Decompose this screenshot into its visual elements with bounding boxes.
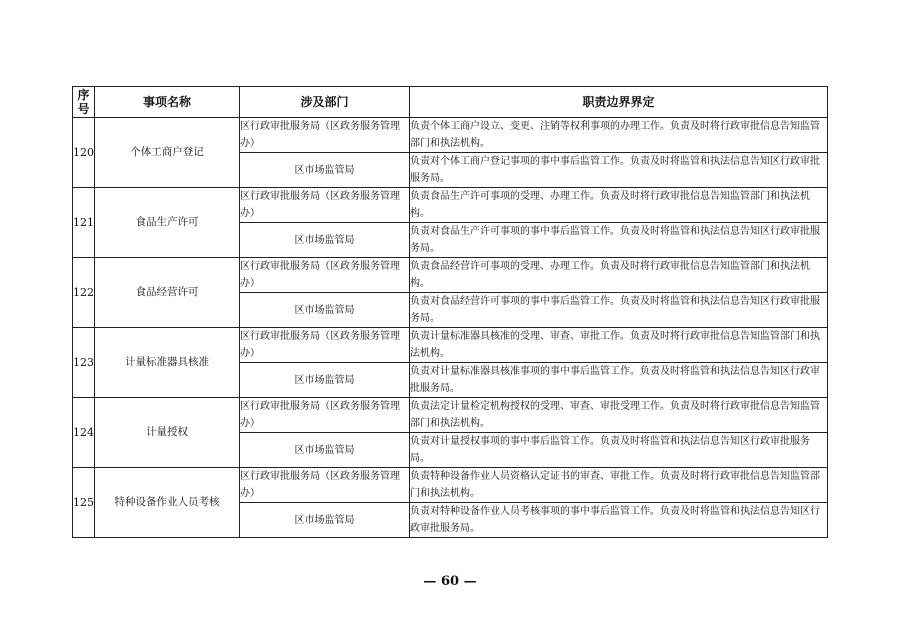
table-row — [73, 328, 828, 363]
table-row — [73, 258, 828, 293]
table-row — [73, 188, 828, 223]
header-seq — [73, 87, 95, 118]
row-item-name: 食品生产许可 — [95, 188, 240, 258]
row-duty-market: 负责对食品经营许可事项的事中事后监管工作。负责及时将监管和执法信息告知区行政审批服务局。 — [410, 293, 828, 328]
row-dept-market: 区市场监管局 — [240, 293, 410, 328]
header-item-name: 事项名称 — [95, 87, 240, 118]
row-dept-market: 区市场监管局 — [240, 223, 410, 258]
row-duty-approval: 负责法定计量检定机构授权的受理、审查、审批受理工作。负责及时将行政审批信息告知监管部门和执法机构。 — [410, 398, 828, 433]
row-dept-market: 区市场监管局 — [240, 363, 410, 398]
row-item-name: 计量授权 — [95, 398, 240, 468]
row-duty-market: 负责对个体工商户登记事项的事中事后监管工作。负责及时将监管和执法信息告知区行政审批服务局。 — [410, 153, 828, 188]
row-duty-approval: 负责食品经营许可事项的受理、办理工作。负责及时将行政审批信息告知监管部门和执法机构。 — [410, 258, 828, 293]
row-dept-approval: 区行政审批服务局（区政务服务管理办） — [240, 328, 410, 363]
page-number: — 60 — — [423, 574, 477, 589]
row-seq: 124 — [73, 398, 95, 468]
row-item-name: 个体工商户登记 — [95, 118, 240, 188]
header-seq-line1: 序 — [77, 88, 90, 102]
row-dept-market: 区市场监管局 — [240, 153, 410, 188]
row-seq: 123 — [73, 328, 95, 398]
row-item-name: 特种设备作业人员考核 — [95, 468, 240, 538]
row-dept-market: 区市场监管局 — [240, 503, 410, 538]
row-duty-approval: 负责计量标准器具核准的受理、审查、审批工作。负责及时将行政审批信息告知监管部门和执法机构。 — [410, 328, 828, 363]
row-duty-market: 负责对特种设备作业人员考核事项的事中事后监管工作。负责及时将监管和执法信息告知区行政审批服务局。 — [410, 503, 828, 538]
table-header-row — [73, 87, 828, 118]
row-seq: 122 — [73, 258, 95, 328]
row-seq: 120 — [73, 118, 95, 188]
row-item-name: 食品经营许可 — [95, 258, 240, 328]
table-row — [73, 118, 828, 153]
row-duty-market: 负责对计量标准器具核准事项的事中事后监管工作。负责及时将监管和执法信息告知区行政审批服务局。 — [410, 363, 828, 398]
row-duty-approval: 负责个体工商户设立、变更、注销等权利事项的办理工作。负责及时将行政审批信息告知监管部门和执法机构。 — [410, 118, 828, 153]
header-duty-boundary: 职责边界界定 — [410, 87, 828, 118]
row-duty-approval: 负责食品生产许可事项的受理、办理工作。负责及时将行政审批信息告知监管部门和执法机构。 — [410, 188, 828, 223]
row-dept-approval: 区行政审批服务局（区政务服务管理办） — [240, 258, 410, 293]
table-row — [73, 398, 828, 433]
row-dept-approval: 区行政审批服务局（区政务服务管理办） — [240, 468, 410, 503]
row-seq: 121 — [73, 188, 95, 258]
row-dept-approval: 区行政审批服务局（区政务服务管理办） — [240, 398, 410, 433]
row-duty-approval: 负责特种设备作业人员资格认定证书的审查、审批工作。负责及时将行政审批信息告知监管部门和执法机构。 — [410, 468, 828, 503]
header-department: 涉及部门 — [240, 87, 410, 118]
header-seq-line2: 号 — [77, 102, 90, 116]
row-duty-market: 负责对食品生产许可事项的事中事后监管工作。负责及时将监管和执法信息告知区行政审批服务局。 — [410, 223, 828, 258]
row-dept-market: 区市场监管局 — [240, 433, 410, 468]
duty-boundary-table — [72, 86, 828, 538]
row-dept-approval: 区行政审批服务局（区政务服务管理办） — [240, 188, 410, 223]
row-dept-approval: 区行政审批服务局（区政务服务管理办） — [240, 118, 410, 153]
row-seq: 125 — [73, 468, 95, 538]
row-duty-market: 负责对计量授权事项的事中事后监管工作。负责及时将监管和执法信息告知区行政审批服务局。 — [410, 433, 828, 468]
row-item-name: 计量标准器具核准 — [95, 328, 240, 398]
table-row — [73, 468, 828, 503]
